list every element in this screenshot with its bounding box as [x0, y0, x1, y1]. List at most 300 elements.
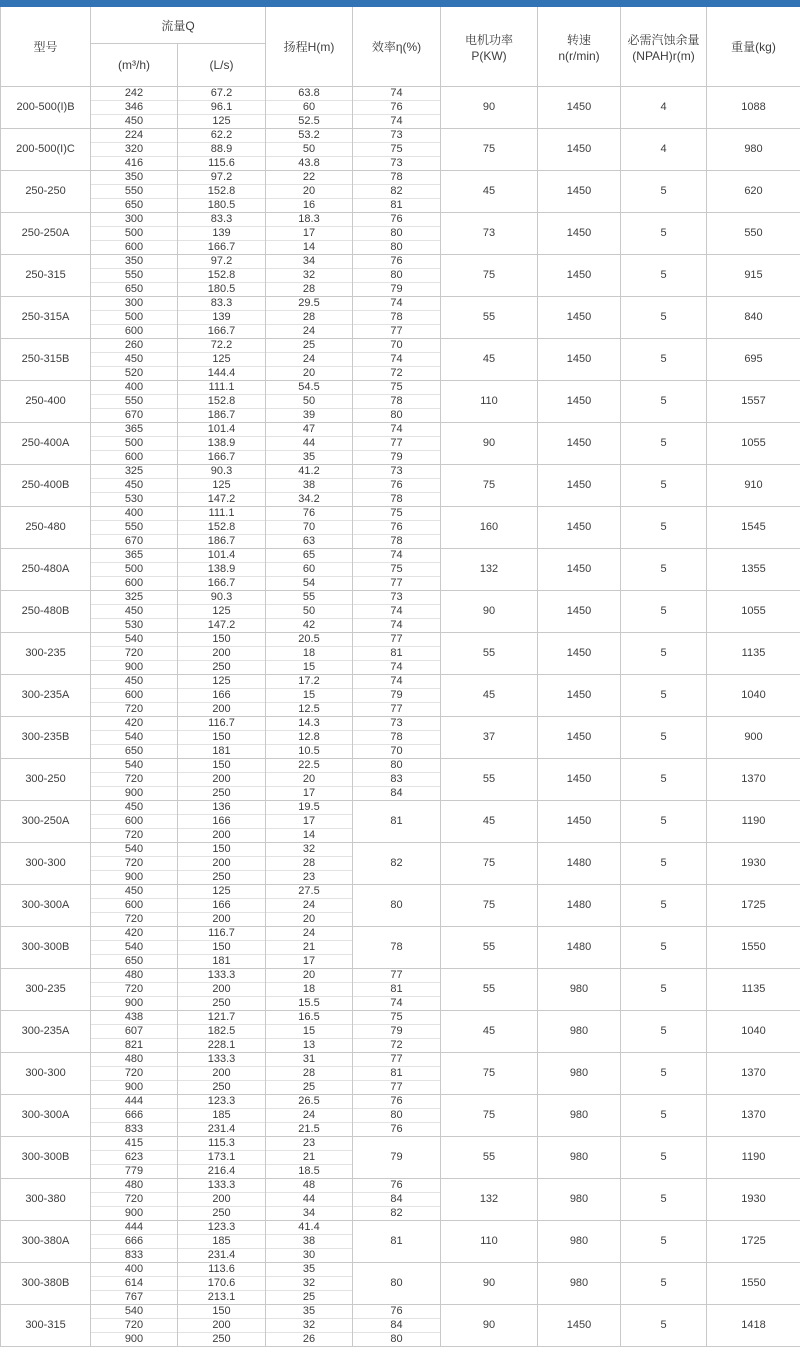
model-group-row [1, 591, 800, 605]
head-cell: 24 [266, 1109, 353, 1123]
npsh-cell: 5 [621, 255, 707, 297]
efficiency-cell: 74 [353, 423, 441, 437]
efficiency-cell: 81 [353, 801, 441, 843]
head-cell: 27.5 [266, 885, 353, 899]
model-group-row [1, 1011, 800, 1025]
model-group-row [1, 1221, 800, 1235]
flow-ls-cell: 125 [178, 885, 266, 899]
efficiency-cell: 76 [353, 521, 441, 535]
speed-cell: 1480 [538, 843, 621, 885]
flow-ls-cell: 186.7 [178, 409, 266, 423]
flow-ls-cell: 147.2 [178, 493, 266, 507]
flow-ls-cell: 250 [178, 661, 266, 675]
head-cell: 17 [266, 815, 353, 829]
flow-ls-cell: 125 [178, 353, 266, 367]
npsh-cell: 5 [621, 423, 707, 465]
flow-m3h-cell: 450 [91, 801, 178, 815]
model-group-row [1, 465, 800, 479]
efficiency-cell: 74 [353, 619, 441, 633]
flow-m3h-cell: 450 [91, 605, 178, 619]
efficiency-cell: 80 [353, 409, 441, 423]
efficiency-cell: 78 [353, 927, 441, 969]
power-cell: 75 [441, 843, 538, 885]
head-cell: 35 [266, 1305, 353, 1319]
head-cell: 17 [266, 955, 353, 969]
efficiency-cell: 84 [353, 1319, 441, 1333]
head-cell: 41.4 [266, 1221, 353, 1235]
head-cell: 16 [266, 199, 353, 213]
head-cell: 38 [266, 479, 353, 493]
weight-cell: 980 [707, 129, 800, 171]
npsh-cell: 5 [621, 801, 707, 843]
speed-cell: 1450 [538, 1305, 621, 1347]
flow-ls-cell: 200 [178, 1319, 266, 1333]
speed-cell: 980 [538, 1053, 621, 1095]
efficiency-cell: 78 [353, 311, 441, 325]
flow-ls-cell: 116.7 [178, 927, 266, 941]
efficiency-cell: 77 [353, 325, 441, 339]
head-cell: 41.2 [266, 465, 353, 479]
weight-cell: 1040 [707, 1011, 800, 1053]
efficiency-cell: 74 [353, 997, 441, 1011]
flow-m3h-cell: 540 [91, 1305, 178, 1319]
flow-m3h-cell: 650 [91, 745, 178, 759]
head-cell: 70 [266, 521, 353, 535]
head-cell: 50 [266, 605, 353, 619]
head-cell: 24 [266, 899, 353, 913]
weight-cell: 1930 [707, 1179, 800, 1221]
speed-cell: 980 [538, 1095, 621, 1137]
flow-ls-cell: 115.6 [178, 157, 266, 171]
flow-ls-cell: 97.2 [178, 255, 266, 269]
head-cell: 20 [266, 773, 353, 787]
head-cell: 44 [266, 1193, 353, 1207]
flow-m3h-cell: 900 [91, 661, 178, 675]
flow-m3h-cell: 530 [91, 493, 178, 507]
model-cell: 250-315 [1, 255, 91, 297]
power-cell: 55 [441, 297, 538, 339]
flow-ls-cell: 147.2 [178, 619, 266, 633]
model-cell: 300-300A [1, 885, 91, 927]
head-cell: 50 [266, 395, 353, 409]
model-group-row [1, 675, 800, 689]
head-cell: 22 [266, 171, 353, 185]
speed-cell: 980 [538, 1011, 621, 1053]
flow-ls-cell: 186.7 [178, 535, 266, 549]
model-group-row [1, 507, 800, 521]
flow-ls-cell: 111.1 [178, 507, 266, 521]
col-header-flow: 流量Q [91, 7, 266, 44]
flow-m3h-cell: 300 [91, 213, 178, 227]
npsh-cell: 5 [621, 1137, 707, 1179]
flow-ls-cell: 101.4 [178, 423, 266, 437]
model-cell: 300-380 [1, 1179, 91, 1221]
head-cell: 30 [266, 1249, 353, 1263]
col-header-flow-m3h: (m³/h) [91, 44, 178, 87]
speed-cell: 1450 [538, 381, 621, 423]
model-group-row [1, 1263, 800, 1277]
flow-m3h-cell: 720 [91, 983, 178, 997]
model-group-row [1, 633, 800, 647]
efficiency-cell: 78 [353, 171, 441, 185]
model-group-row [1, 1053, 800, 1067]
weight-cell: 840 [707, 297, 800, 339]
head-cell: 14 [266, 241, 353, 255]
npsh-cell: 5 [621, 1263, 707, 1305]
flow-ls-cell: 250 [178, 1333, 266, 1347]
efficiency-cell: 78 [353, 493, 441, 507]
power-cell: 55 [441, 759, 538, 801]
weight-cell: 1545 [707, 507, 800, 549]
flow-m3h-cell: 350 [91, 171, 178, 185]
head-cell: 65 [266, 549, 353, 563]
head-cell: 15 [266, 689, 353, 703]
model-cell: 300-315 [1, 1305, 91, 1347]
head-cell: 52.5 [266, 115, 353, 129]
speed-cell: 980 [538, 1179, 621, 1221]
head-cell: 34 [266, 1207, 353, 1221]
efficiency-cell: 80 [353, 241, 441, 255]
head-cell: 23 [266, 871, 353, 885]
head-cell: 32 [266, 269, 353, 283]
flow-ls-cell: 180.5 [178, 283, 266, 297]
flow-m3h-cell: 540 [91, 731, 178, 745]
speed-cell: 1450 [538, 129, 621, 171]
weight-cell: 1190 [707, 801, 800, 843]
flow-m3h-cell: 400 [91, 381, 178, 395]
model-group-row [1, 549, 800, 563]
head-cell: 15 [266, 661, 353, 675]
flow-m3h-cell: 400 [91, 507, 178, 521]
speed-cell: 1450 [538, 339, 621, 381]
head-cell: 34 [266, 255, 353, 269]
weight-cell: 1418 [707, 1305, 800, 1347]
efficiency-cell: 81 [353, 1221, 441, 1263]
flow-m3h-cell: 540 [91, 759, 178, 773]
model-cell: 300-235B [1, 717, 91, 759]
flow-m3h-cell: 650 [91, 199, 178, 213]
flow-m3h-cell: 500 [91, 227, 178, 241]
head-cell: 48 [266, 1179, 353, 1193]
flow-m3h-cell: 900 [91, 1207, 178, 1221]
flow-ls-cell: 90.3 [178, 465, 266, 479]
flow-ls-cell: 150 [178, 731, 266, 745]
head-cell: 34.2 [266, 493, 353, 507]
flow-m3h-cell: 346 [91, 101, 178, 115]
weight-cell: 1550 [707, 927, 800, 969]
speed-cell: 980 [538, 1221, 621, 1263]
model-cell: 200-500(I)B [1, 87, 91, 129]
head-cell: 54 [266, 577, 353, 591]
head-cell: 35 [266, 451, 353, 465]
efficiency-cell: 80 [353, 1263, 441, 1305]
flow-ls-cell: 150 [178, 759, 266, 773]
power-cell: 90 [441, 87, 538, 129]
head-cell: 32 [266, 1319, 353, 1333]
speed-cell: 1450 [538, 591, 621, 633]
head-cell: 28 [266, 857, 353, 871]
npsh-cell: 5 [621, 297, 707, 339]
speed-cell: 1450 [538, 87, 621, 129]
head-cell: 60 [266, 101, 353, 115]
head-cell: 17.2 [266, 675, 353, 689]
efficiency-cell: 75 [353, 1011, 441, 1025]
efficiency-cell: 80 [353, 885, 441, 927]
head-cell: 55 [266, 591, 353, 605]
flow-ls-cell: 152.8 [178, 395, 266, 409]
flow-ls-cell: 121.7 [178, 1011, 266, 1025]
head-cell: 54.5 [266, 381, 353, 395]
npsh-cell: 5 [621, 759, 707, 801]
model-group-row [1, 171, 800, 185]
npsh-cell: 5 [621, 549, 707, 591]
efficiency-cell: 80 [353, 269, 441, 283]
speed-cell: 1450 [538, 171, 621, 213]
flow-m3h-cell: 779 [91, 1165, 178, 1179]
flow-m3h-cell: 720 [91, 773, 178, 787]
speed-cell: 1450 [538, 507, 621, 549]
efficiency-cell: 75 [353, 563, 441, 577]
weight-cell: 900 [707, 717, 800, 759]
npsh-cell: 5 [621, 1305, 707, 1347]
flow-m3h-cell: 520 [91, 367, 178, 381]
head-cell: 35 [266, 1263, 353, 1277]
model-cell: 250-315B [1, 339, 91, 381]
npsh-cell: 4 [621, 129, 707, 171]
weight-cell: 1135 [707, 633, 800, 675]
efficiency-cell: 83 [353, 773, 441, 787]
power-cell: 90 [441, 1305, 538, 1347]
efficiency-cell: 78 [353, 395, 441, 409]
efficiency-cell: 76 [353, 101, 441, 115]
flow-ls-cell: 113.6 [178, 1263, 266, 1277]
model-group-row [1, 1305, 800, 1319]
flow-ls-cell: 150 [178, 843, 266, 857]
model-group-row [1, 213, 800, 227]
flow-m3h-cell: 450 [91, 885, 178, 899]
flow-m3h-cell: 767 [91, 1291, 178, 1305]
flow-m3h-cell: 480 [91, 1179, 178, 1193]
npsh-cell: 5 [621, 171, 707, 213]
efficiency-cell: 79 [353, 451, 441, 465]
flow-ls-cell: 185 [178, 1235, 266, 1249]
model-group-row [1, 717, 800, 731]
flow-ls-cell: 231.4 [178, 1249, 266, 1263]
flow-ls-cell: 133.3 [178, 1179, 266, 1193]
flow-ls-cell: 181 [178, 955, 266, 969]
flow-m3h-cell: 450 [91, 675, 178, 689]
model-cell: 300-380B [1, 1263, 91, 1305]
weight-cell: 1930 [707, 843, 800, 885]
npsh-cell: 5 [621, 1179, 707, 1221]
weight-cell: 1725 [707, 1221, 800, 1263]
flow-ls-cell: 216.4 [178, 1165, 266, 1179]
flow-ls-cell: 231.4 [178, 1123, 266, 1137]
model-cell: 300-250 [1, 759, 91, 801]
flow-ls-cell: 166 [178, 815, 266, 829]
flow-ls-cell: 200 [178, 647, 266, 661]
flow-ls-cell: 152.8 [178, 185, 266, 199]
flow-ls-cell: 200 [178, 773, 266, 787]
flow-m3h-cell: 900 [91, 1333, 178, 1347]
flow-m3h-cell: 325 [91, 465, 178, 479]
speed-cell: 1450 [538, 465, 621, 507]
model-cell: 300-300 [1, 843, 91, 885]
model-group-row [1, 927, 800, 941]
efficiency-cell: 82 [353, 843, 441, 885]
efficiency-cell: 74 [353, 661, 441, 675]
weight-cell: 1088 [707, 87, 800, 129]
model-cell: 300-235 [1, 633, 91, 675]
head-cell: 50 [266, 143, 353, 157]
head-cell: 26.5 [266, 1095, 353, 1109]
flow-m3h-cell: 833 [91, 1249, 178, 1263]
efficiency-cell: 74 [353, 353, 441, 367]
head-cell: 18.5 [266, 1165, 353, 1179]
flow-m3h-cell: 720 [91, 1319, 178, 1333]
flow-m3h-cell: 670 [91, 409, 178, 423]
model-group-row [1, 843, 800, 857]
efficiency-cell: 76 [353, 479, 441, 493]
efficiency-cell: 72 [353, 367, 441, 381]
efficiency-cell: 74 [353, 115, 441, 129]
flow-ls-cell: 228.1 [178, 1039, 266, 1053]
head-cell: 24 [266, 927, 353, 941]
flow-m3h-cell: 720 [91, 857, 178, 871]
power-cell: 132 [441, 1179, 538, 1221]
head-cell: 19.5 [266, 801, 353, 815]
flow-ls-cell: 88.9 [178, 143, 266, 157]
flow-m3h-cell: 607 [91, 1025, 178, 1039]
flow-m3h-cell: 900 [91, 871, 178, 885]
flow-ls-cell: 62.2 [178, 129, 266, 143]
efficiency-cell: 79 [353, 283, 441, 297]
col-header-model: 型号 [1, 7, 91, 87]
efficiency-cell: 81 [353, 1067, 441, 1081]
weight-cell: 1355 [707, 549, 800, 591]
flow-ls-cell: 182.5 [178, 1025, 266, 1039]
speed-cell: 1450 [538, 549, 621, 591]
head-cell: 28 [266, 283, 353, 297]
head-cell: 14.3 [266, 717, 353, 731]
speed-cell: 1450 [538, 801, 621, 843]
head-cell: 24 [266, 353, 353, 367]
flow-m3h-cell: 550 [91, 395, 178, 409]
head-cell: 13 [266, 1039, 353, 1053]
flow-ls-cell: 152.8 [178, 521, 266, 535]
efficiency-cell: 77 [353, 633, 441, 647]
flow-m3h-cell: 242 [91, 87, 178, 101]
head-cell: 25 [266, 1081, 353, 1095]
head-cell: 32 [266, 843, 353, 857]
model-cell: 250-480B [1, 591, 91, 633]
flow-ls-cell: 144.4 [178, 367, 266, 381]
col-header-head: 扬程H(m) [266, 7, 353, 87]
model-group-row [1, 969, 800, 983]
efficiency-cell: 75 [353, 381, 441, 395]
efficiency-cell: 75 [353, 507, 441, 521]
efficiency-cell: 74 [353, 297, 441, 311]
flow-m3h-cell: 666 [91, 1109, 178, 1123]
weight-cell: 915 [707, 255, 800, 297]
model-cell: 300-235A [1, 1011, 91, 1053]
power-cell: 45 [441, 801, 538, 843]
model-group-row [1, 885, 800, 899]
flow-m3h-cell: 450 [91, 353, 178, 367]
speed-cell: 1450 [538, 633, 621, 675]
power-cell: 55 [441, 633, 538, 675]
flow-ls-cell: 138.9 [178, 437, 266, 451]
speed-cell: 1450 [538, 213, 621, 255]
flow-m3h-cell: 300 [91, 297, 178, 311]
efficiency-cell: 81 [353, 983, 441, 997]
flow-m3h-cell: 530 [91, 619, 178, 633]
flow-ls-cell: 97.2 [178, 171, 266, 185]
flow-ls-cell: 150 [178, 633, 266, 647]
head-cell: 38 [266, 1235, 353, 1249]
model-group-row [1, 255, 800, 269]
head-cell: 20 [266, 185, 353, 199]
power-cell: 37 [441, 717, 538, 759]
flow-m3h-cell: 623 [91, 1151, 178, 1165]
efficiency-cell: 77 [353, 577, 441, 591]
head-cell: 16.5 [266, 1011, 353, 1025]
npsh-cell: 5 [621, 927, 707, 969]
flow-ls-cell: 200 [178, 857, 266, 871]
weight-cell: 695 [707, 339, 800, 381]
head-cell: 20.5 [266, 633, 353, 647]
top-accent-bar [0, 0, 800, 7]
flow-m3h-cell: 480 [91, 969, 178, 983]
flow-m3h-cell: 650 [91, 283, 178, 297]
power-cell: 75 [441, 465, 538, 507]
flow-m3h-cell: 480 [91, 1053, 178, 1067]
head-cell: 21.5 [266, 1123, 353, 1137]
flow-m3h-cell: 600 [91, 689, 178, 703]
weight-cell: 1370 [707, 1095, 800, 1137]
flow-m3h-cell: 900 [91, 787, 178, 801]
npsh-cell: 5 [621, 339, 707, 381]
power-cell: 110 [441, 381, 538, 423]
flow-ls-cell: 83.3 [178, 297, 266, 311]
power-cell: 160 [441, 507, 538, 549]
flow-m3h-cell: 450 [91, 479, 178, 493]
efficiency-cell: 78 [353, 731, 441, 745]
head-cell: 18 [266, 647, 353, 661]
flow-ls-cell: 133.3 [178, 969, 266, 983]
flow-ls-cell: 150 [178, 1305, 266, 1319]
speed-cell: 1450 [538, 675, 621, 717]
flow-ls-cell: 166.7 [178, 241, 266, 255]
flow-ls-cell: 72.2 [178, 339, 266, 353]
flow-ls-cell: 170.6 [178, 1277, 266, 1291]
weight-cell: 550 [707, 213, 800, 255]
head-cell: 18.3 [266, 213, 353, 227]
flow-ls-cell: 200 [178, 703, 266, 717]
efficiency-cell: 77 [353, 437, 441, 451]
power-cell: 90 [441, 591, 538, 633]
flow-ls-cell: 67.2 [178, 87, 266, 101]
efficiency-cell: 79 [353, 689, 441, 703]
model-group-row [1, 339, 800, 353]
flow-ls-cell: 200 [178, 829, 266, 843]
efficiency-cell: 76 [353, 1095, 441, 1109]
flow-m3h-cell: 720 [91, 1193, 178, 1207]
flow-m3h-cell: 614 [91, 1277, 178, 1291]
head-cell: 23 [266, 1137, 353, 1151]
efficiency-cell: 77 [353, 969, 441, 983]
npsh-cell: 5 [621, 1221, 707, 1263]
